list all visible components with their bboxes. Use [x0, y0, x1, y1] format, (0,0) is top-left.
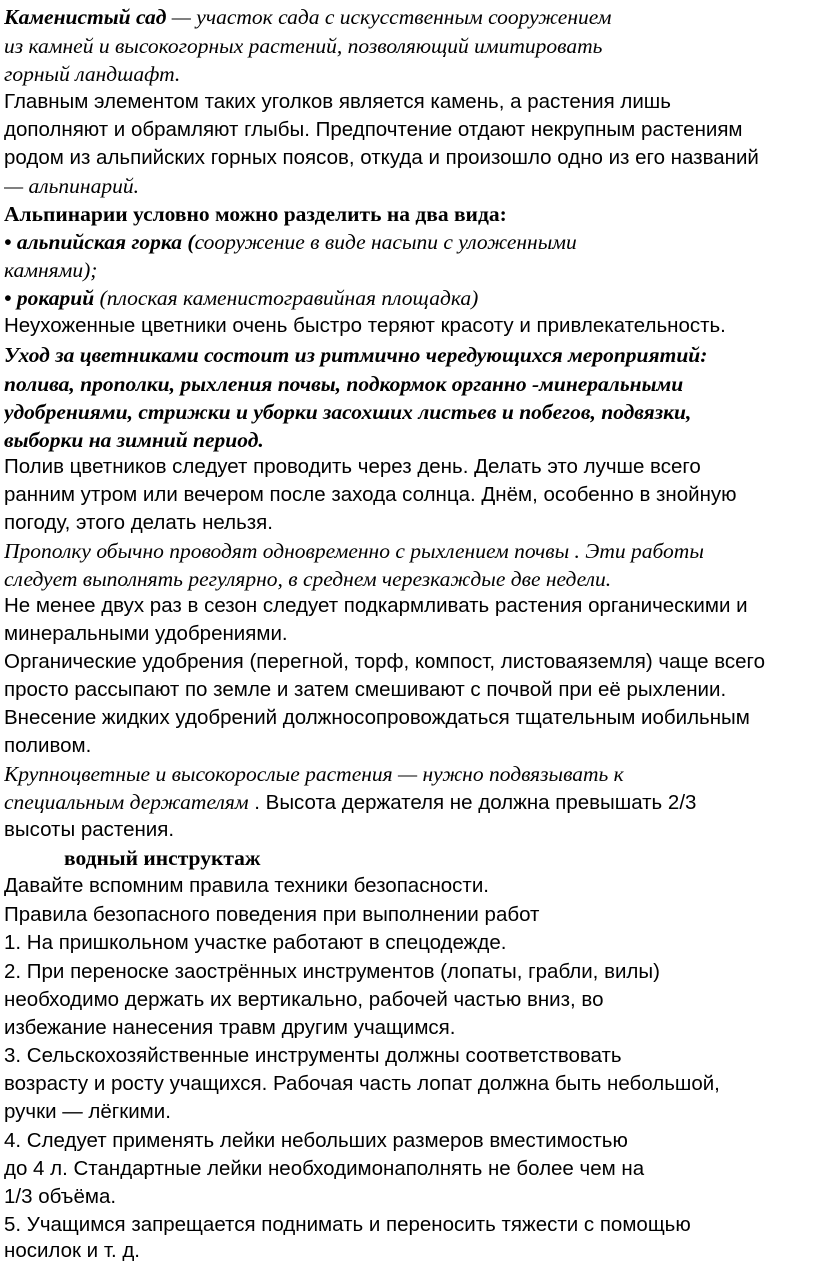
watering-line-1: Полив цветников следует проводить через день. Делать это лучше всего [4, 455, 701, 478]
neglect-line: Неухоженные цветники очень быстро теряют красоту и привлекательность. [4, 314, 726, 337]
liquid-line-1: Внесение жидких удобрений должносопровождаться тщательным иобильным [4, 706, 750, 729]
rule-5-line-2: носилок и т. д. [4, 1239, 140, 1262]
care-line-1: Уход за цветниками состоит из ритмично чередующихся мероприятий: [4, 343, 708, 367]
type-item-1-desc: сооружение в виде насыпи с уложенными [194, 230, 577, 254]
organic-line-2: просто рассыпают по земле и затем смешивают с почвой при её рыхлении. [4, 678, 727, 701]
para1-line-4: — альпинарий. [4, 174, 139, 198]
care-line-2: полива, прополки, рыхления почвы, подкормок органно -минеральными [4, 372, 684, 396]
rule-1: 1. На пришкольном участке работают в спецодежде. [4, 931, 507, 954]
rule-3-line-1: 3. Сельскохозяйственные инструменты должны соответствовать [4, 1044, 622, 1067]
rule-3-line-3: ручки — лёгкими. [4, 1100, 171, 1123]
weeding-line-1: Прополку обычно проводят одновременно с рыхлением почвы . Эти работы [4, 539, 704, 563]
rule-4-line-2: до 4 л. Стандартные лейки необходимонаполнять не более чем на [4, 1157, 645, 1180]
tall-line-2 [4, 787, 816, 817]
tall-holders: специальным держателям [4, 790, 249, 814]
type-item-2-term: • рокарий [4, 286, 95, 310]
tall-height-note: . Высота держателя не должна превышать 2/3 [248, 791, 697, 814]
intro-line-3: горный ландшафт. [4, 62, 181, 86]
watering-line-2: ранним утром или вечером после захода солнца. Днём, особенно в знойную [4, 483, 737, 506]
para1-line-1: Главным элементом таких уголков является камень, а растения лишь [4, 90, 671, 113]
rule-5-line-1: 5. Учащимся запрещается поднимать и переносить тяжести с помощью [4, 1213, 691, 1236]
rule-3-line-2: возрасту и росту учащихся. Рабочая часть лопат должна быть небольшой, [4, 1072, 720, 1095]
type-item-1-desc-cont: камнями); [4, 258, 98, 282]
rules-title: Правила безопасного поведения при выполнении работ [4, 903, 540, 926]
feeding-line-1: Не менее двух раз в сезон следует подкармливать растения органическими и [4, 594, 748, 617]
type-item-1-term: • альпийская горка ( [4, 230, 195, 254]
care-line-3: удобрениями, стрижки и уборки засохших листьев и побегов, подвязки, [4, 400, 692, 424]
para1-line-3: родом из альпийских горных поясов, откуда и произошло одно из его названий [4, 146, 759, 169]
rule-2-line-3: избежание нанесения травм другим учащимся. [4, 1016, 456, 1039]
care-line-4: выборки на зимний период. [4, 428, 264, 452]
type-item-1 [4, 227, 816, 257]
type-item-2 [4, 283, 816, 313]
rule-4-line-1: 4. Следует применять лейки небольших размеров вместимостью [4, 1129, 628, 1152]
tall-line-3: высоты растения. [4, 818, 175, 841]
intro-term: Каменистый сад [4, 5, 167, 29]
intro-definition: — участок сада с искусственным сооружением [166, 5, 612, 29]
tall-line-1: Крупноцветные и высокорослые растения — нужно подвязывать к [4, 762, 624, 786]
intro-line-1 [4, 2, 816, 32]
rule-2-line-1: 2. При переноске заострённых инструментов (лопаты, грабли, вилы) [4, 960, 660, 983]
liquid-line-2: поливом. [4, 734, 92, 757]
feeding-line-2: минеральными удобрениями. [4, 622, 288, 645]
weeding-line-2: следует выполнять регулярно, в среднем черезкаждые две недели. [4, 567, 612, 591]
rule-4-line-3: 1/3 объёма. [4, 1185, 117, 1208]
para1-line-2: дополняют и обрамляют глыбы. Предпочтение отдают некрупным растениям [4, 118, 743, 141]
briefing-recall: Давайте вспомним правила техники безопасности. [4, 874, 489, 897]
intro-line-2: из камней и высокогорных растений, позволяющий имитировать [4, 34, 603, 58]
organic-line-1: Органические удобрения (перегной, торф, компост, листоваяземля) чаще всего [4, 650, 765, 673]
rule-2-line-2: необходимо держать их вертикально, рабочей частью вниз, во [4, 988, 604, 1011]
watering-line-3: погоду, этого делать нельзя. [4, 511, 273, 534]
type-item-2-desc: (плоская каменистогравийная площадка) [94, 286, 479, 310]
briefing-heading: водный инструктаж [64, 846, 261, 870]
types-heading: Альпинарии условно можно разделить на два вида: [4, 202, 507, 226]
